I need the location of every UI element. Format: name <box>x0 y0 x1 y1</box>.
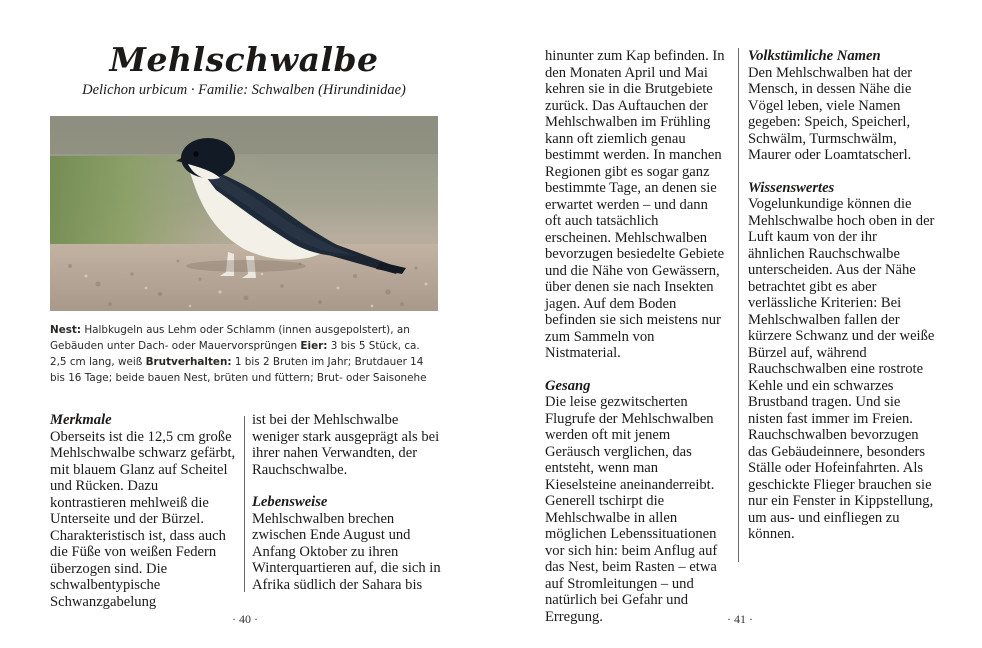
left-column-2 <box>252 412 442 593</box>
column-divider-left <box>244 416 245 592</box>
left-column-1 <box>50 412 236 610</box>
caption-label-brutverhalten: Brutverhalten: <box>145 356 232 368</box>
right-column-2 <box>748 48 936 543</box>
scientific-name-subtitle: Delichon urbicum · Familie: Schwalben (Hirundinidae) <box>82 82 406 98</box>
caption-label-nest: Nest: <box>50 324 82 336</box>
photo-caption <box>50 322 438 386</box>
section-heading-volkstuemliche-namen: Volkstümliche Namen <box>748 48 881 64</box>
wissenswertes-text: Vogelunkundige können die Mehlschwalbe hoch oben in der Luft kaum von der ihr ähnlichen Rauchschwalbe unterscheiden. Aus der Nähe betrachtet gibt es aber verlässliche Kriterien: Bei Mehlschwalben fallen der kürzere Schwanz und der weiße Bürzel auf, während Rauchschwalben eine rostrote Kehle und ein schwarzes Brustband tragen. Und sie nisten fast immer im Freien. Rauchschwalben bevorzugen das Gebäudeinnere, besonders Ställe oder Hofeinfahrten. Als geschickte Flieger brauchen sie nur ein Fenster in Kippstellung, um aus- und einfliegen zu können. <box>748 196 935 542</box>
caption-label-eier: Eier: <box>300 340 328 352</box>
caption-text-nest: Halbkugeln aus Lehm oder Schlamm (innen ausgepolstert), an Gebäuden unter Dach- oder Mauervorsprüngen <box>50 324 410 352</box>
gesang-text: Die leise gezwitscherten Flugrufe der Mehlschwalben werden oft mit jenem Geräusch verglichen, das entsteht, wenn man Kieselsteine aneinanderreibt. Generell tschirpt die Mehlschwalbe in allen möglichen Lebenssituationen vor sich hin: beim Anflug auf das Nest, beim Rasten – etwa auf Stromleitungen – und natürlich bei Gefahr und Erregung. <box>545 394 718 625</box>
page-number-right: · 41 · <box>727 612 753 626</box>
page-number-left: · 40 · <box>232 612 258 626</box>
volkstuemliche-namen-text: Den Mehlschwalben hat der Mensch, in dessen Nähe die Vögel leben, viele Namen gegeben: Speich, Speicherl, Schwälm, Turmschwälm, Maurer oder Loamtatscherl. <box>748 64 913 163</box>
page-title: Mehlschwalbe <box>109 40 379 79</box>
column-divider-right <box>738 48 739 562</box>
section-heading-gesang: Gesang <box>545 377 591 394</box>
merkmale-text: Oberseits ist die 12,5 cm große Mehlschwalbe schwarz gefärbt, mit blauem Glanz auf Scheitel und Rücken. Dazu kontrastieren mehlweiß die Unterseite und der Bürzel. Charakteristisch ist, dass auch die Füße von weißen Federn überzogen sind. Die schwalbentypische Schwanzgabelung <box>50 428 236 610</box>
caption-text-brutverhalten: 1 bis 2 Bruten im Jahr; Brutdauer 14 bis 16 Tage; beide bauen Nest, brüten und füttern; Brut- oder Saisonehe <box>50 356 427 384</box>
lebensweise-text: Mehlschwalben brechen zwischen Ende August und Anfang Oktober zu ihren Winterquartieren auf, die sich in Afrika südlich der Sahara bis <box>252 510 441 593</box>
bird-photo <box>50 116 438 311</box>
lebensweise-text-continued: hinunter zum Kap befinden. In den Monaten April und Mai kehren sie in die Brutgebiete zurück. Das Auftauchen der Mehlschwalben im Frühling kann oft ziemlich genau bestimmt werden. In manchen Regionen gibt es sogar ganz bestimmte Tage, an denen sie erwartet werden – und dann oft auch tatsächlich erscheinen. Mehlschwalben bevorzugen besiedelte Gebiete und die Nähe von Gewässern, über denen sie nach Insekten jagen. Auf dem Boden befinden sie sich meistens nur zum Sammeln von Nistmaterial. <box>545 48 725 361</box>
caption-text-eier: 3 bis 5 Stück, ca. 2,5 cm lang, weiß <box>50 340 420 368</box>
section-heading-wissenswertes: Wissenswertes <box>748 179 835 196</box>
section-heading-lebensweise: Lebensweise <box>252 494 328 510</box>
merkmale-text-continued: ist bei der Mehlschwalbe weniger stark ausgeprägt als bei ihrer nahen Verwandten, der Rauchschwalbe. <box>252 412 440 478</box>
right-column-1 <box>545 48 727 625</box>
section-heading-merkmale: Merkmale <box>50 412 112 428</box>
